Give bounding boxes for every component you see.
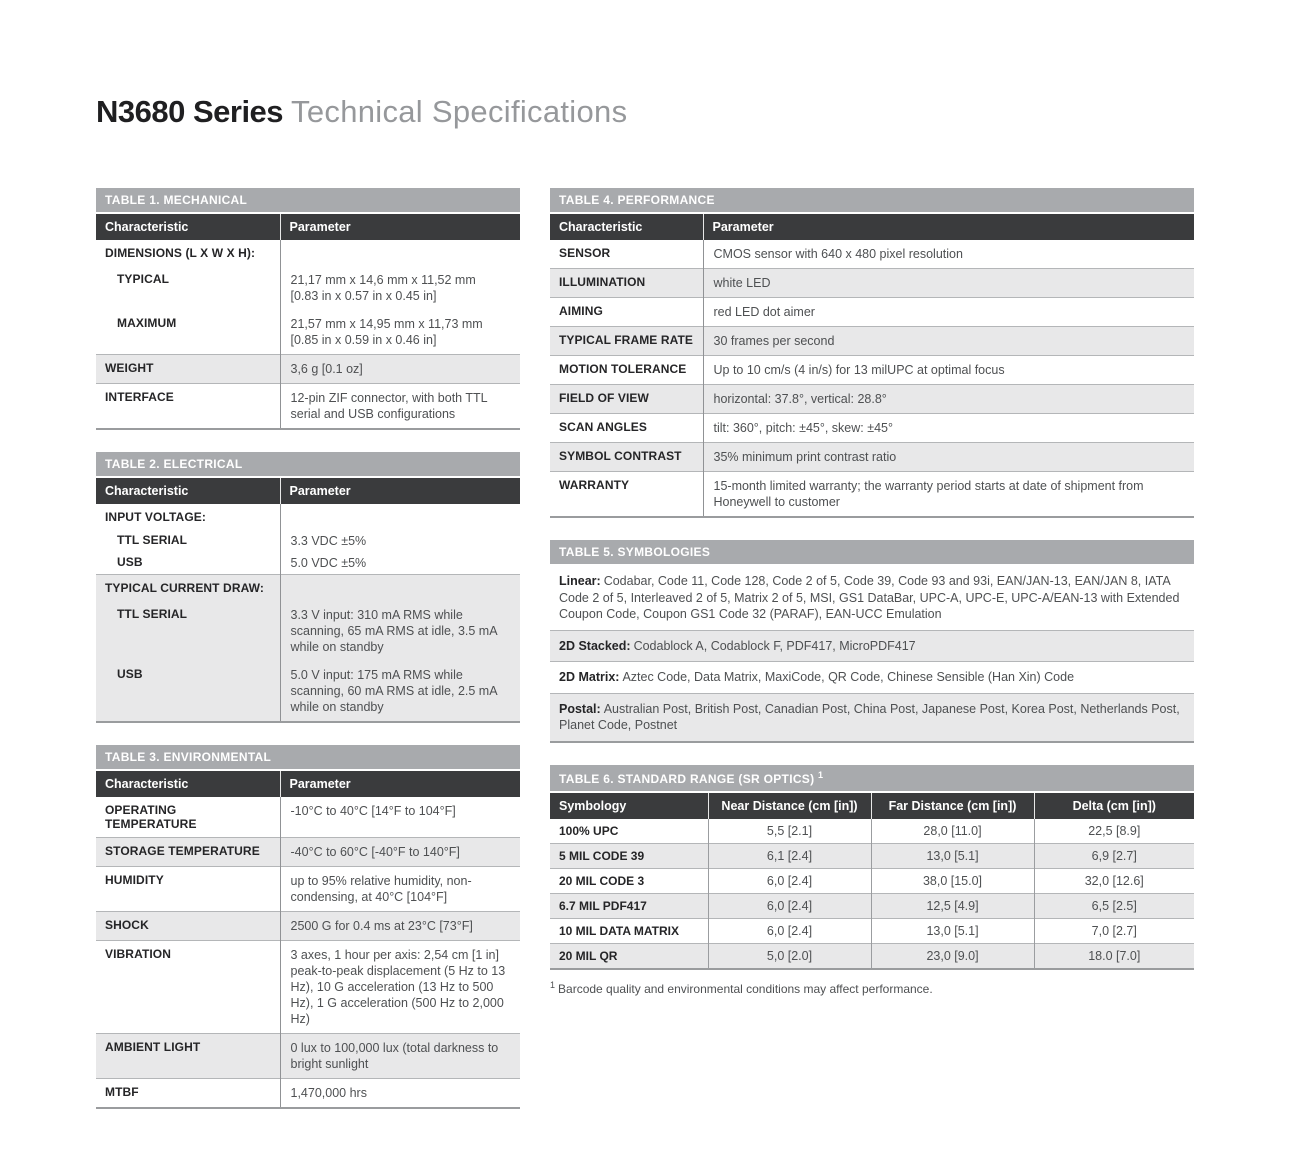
characteristic-cell: MAXIMUM: [96, 310, 280, 355]
table-row: [550, 918, 1194, 943]
table-title-band: [96, 452, 520, 477]
symbology-group-label: Postal:: [559, 701, 601, 716]
symbology-group-cell: 2D Stacked: Codablock A, Codablock F, PDF417, MicroPDF417: [550, 630, 1194, 662]
characteristic-header: Characteristic: [96, 770, 280, 797]
table-4-title: TABLE 4. PERFORMANCE: [550, 188, 1194, 213]
table-row: [550, 443, 1194, 472]
table-row: [550, 356, 1194, 385]
column-header-row: [550, 213, 1194, 240]
table-row: [96, 1079, 520, 1109]
delta-cell: 32,0 [12.6]: [1034, 868, 1194, 893]
table-row: [96, 575, 520, 602]
table-row: [550, 414, 1194, 443]
table-row: [550, 472, 1194, 518]
table-row: [96, 601, 520, 661]
characteristic-cell: AIMING: [550, 298, 703, 327]
parameter-cell: 35% minimum print contrast ratio: [703, 443, 1194, 472]
table-row: [550, 893, 1194, 918]
table-row: [96, 384, 520, 430]
symbology-cell: 20 MIL QR: [550, 943, 708, 969]
symbology-cell: 10 MIL DATA MATRIX: [550, 918, 708, 943]
table-row: [96, 797, 520, 838]
table-row: [96, 530, 520, 552]
parameter-cell: -40°C to 60°C [-40°F to 140°F]: [280, 838, 520, 867]
parameter-cell: up to 95% relative humidity, non-condensing, at 40°C [104°F]: [280, 867, 520, 912]
near-distance-cell: 6,1 [2.4]: [708, 843, 871, 868]
symbology-group-label: 2D Matrix:: [559, 670, 620, 684]
parameter-cell: 0 lux to 100,000 lux (total darkness to bright sunlight: [280, 1034, 520, 1079]
column-header-row: [96, 477, 520, 504]
characteristic-cell: USB: [96, 661, 280, 722]
parameter-cell: red LED dot aimer: [703, 298, 1194, 327]
table-row: [96, 240, 520, 266]
table-6-standard-range: [550, 765, 1194, 970]
symbology-group-cell: 2D Matrix: Aztec Code, Data Matrix, MaxiCode, QR Code, Chinese Sensible (Han Xin) Code: [550, 662, 1194, 694]
table-row: [96, 310, 520, 355]
table-title-band: [96, 188, 520, 213]
parameter-cell: 3,6 g [0.1 oz]: [280, 355, 520, 384]
delta-cell: 22,5 [8.9]: [1034, 819, 1194, 844]
left-column: [96, 188, 520, 1131]
table-row: [550, 693, 1194, 742]
table-row: [550, 269, 1194, 298]
characteristic-cell: ILLUMINATION: [550, 269, 703, 298]
parameter-cell: 15-month limited warranty; the warranty period starts at date of shipment from Honeywell to customer: [703, 472, 1194, 518]
parameter-cell: CMOS sensor with 640 x 480 pixel resolution: [703, 240, 1194, 269]
parameter-cell: [280, 240, 520, 266]
table-row: [96, 552, 520, 575]
table-row: [96, 1034, 520, 1079]
parameter-header: Parameter: [280, 477, 520, 504]
parameter-cell: [280, 575, 520, 602]
table-row: [550, 327, 1194, 356]
table-5-symbologies: [550, 540, 1194, 743]
parameter-cell: [280, 504, 520, 530]
characteristic-cell: TYPICAL CURRENT DRAW:: [96, 575, 280, 602]
table-row: [96, 266, 520, 310]
near-distance-cell: 5,0 [2.0]: [708, 943, 871, 969]
footnote: $^1$ Barcode quality and environmental conditions may affect performance.: [550, 979, 933, 996]
parameter-cell: 21,57 mm x 14,95 mm x 11,73 mm [0.85 in x 0.59 in x 0.46 in]: [280, 310, 520, 355]
parameter-cell: 3.3 V input: 310 mA RMS while scanning, 65 mA RMS at idle, 3.5 mA while on standby: [280, 601, 520, 661]
table-title-band: [550, 540, 1194, 565]
parameter-cell: 2500 G for 0.4 ms at 23°C [73°F]: [280, 912, 520, 941]
table-row: [550, 819, 1194, 844]
characteristic-cell: TYPICAL: [96, 266, 280, 310]
characteristic-cell: AMBIENT LIGHT: [96, 1034, 280, 1079]
symbology-group-label: 2D Stacked:: [559, 638, 631, 653]
near-distance-cell: 6,0 [2.4]: [708, 868, 871, 893]
table-row: [550, 868, 1194, 893]
characteristic-cell: FIELD OF VIEW: [550, 385, 703, 414]
page-title-suffix: Technical Specifications: [291, 94, 628, 129]
near-distance-header: Near Distance (cm [in]): [708, 792, 871, 819]
characteristic-cell: SHOCK: [96, 912, 280, 941]
column-header-row: [550, 792, 1194, 819]
table-1-mechanical: [96, 188, 520, 430]
symbology-group-cell: Postal: Australian Post, British Post, Canadian Post, China Post, Japanese Post, Korea Post, Netherlands Post, Planet Code, Postnet: [550, 693, 1194, 742]
characteristic-cell: HUMIDITY: [96, 867, 280, 912]
delta-cell: 6,5 [2.5]: [1034, 893, 1194, 918]
table-row: [96, 912, 520, 941]
table-row: [96, 355, 520, 384]
characteristic-cell: DIMENSIONS (L X W X H):: [96, 240, 280, 266]
symbology-header: Symbology: [550, 792, 708, 819]
far-distance-header: Far Distance (cm [in]): [871, 792, 1034, 819]
far-distance-cell: 13,0 [5.1]: [871, 843, 1034, 868]
parameter-cell: 21,17 mm x 14,6 mm x 11,52 mm [0.83 in x 0.57 in x 0.45 in]: [280, 266, 520, 310]
parameter-cell: 30 frames per second: [703, 327, 1194, 356]
characteristic-cell: WARRANTY: [550, 472, 703, 518]
parameter-cell: 3.3 VDC ±5%: [280, 530, 520, 552]
table-2-electrical: [96, 452, 520, 723]
characteristic-cell: SENSOR: [550, 240, 703, 269]
parameter-cell: 5.0 VDC ±5%: [280, 552, 520, 575]
symbology-cell: 6.7 MIL PDF417: [550, 893, 708, 918]
delta-header: Delta (cm [in]): [1034, 792, 1194, 819]
parameter-cell: tilt: 360°, pitch: ±45°, skew: ±45°: [703, 414, 1194, 443]
product-name: N3680 Series: [96, 94, 284, 129]
table-1-title: TABLE 1. MECHANICAL: [96, 188, 520, 213]
parameter-cell: 12-pin ZIF connector, with both TTL serial and USB configurations: [280, 384, 520, 430]
symbology-cell: 100% UPC: [550, 819, 708, 844]
table-row: [550, 630, 1194, 662]
symbology-cell: 20 MIL CODE 3: [550, 868, 708, 893]
far-distance-cell: 23,0 [9.0]: [871, 943, 1034, 969]
parameter-cell: -10°C to 40°C [14°F to 104°F]: [280, 797, 520, 838]
table-row: [550, 843, 1194, 868]
right-column: [550, 188, 1194, 996]
characteristic-header: Characteristic: [96, 213, 280, 240]
parameter-cell: 3 axes, 1 hour per axis: 2,54 cm [1 in] peak-to-peak displacement (5 Hz to 13 Hz), 10 G acceleration (13 Hz to 500 Hz), 1 G acceleration (500 Hz to 2,000 Hz): [280, 941, 520, 1034]
table-row: [96, 941, 520, 1034]
characteristic-cell: INPUT VOLTAGE:: [96, 504, 280, 530]
table-row: [550, 662, 1194, 694]
table-5-title: TABLE 5. SYMBOLOGIES: [550, 540, 1194, 565]
parameter-cell: horizontal: 37.8°, vertical: 28.8°: [703, 385, 1194, 414]
delta-cell: 6,9 [2.7]: [1034, 843, 1194, 868]
table-row: [96, 867, 520, 912]
parameter-cell: 1,470,000 hrs: [280, 1079, 520, 1109]
characteristic-cell: TYPICAL FRAME RATE: [550, 327, 703, 356]
column-header-row: [96, 770, 520, 797]
table-title-band: [550, 765, 1194, 792]
table-3-environmental: [96, 745, 520, 1109]
table-row: [550, 943, 1194, 969]
table-4-performance: [550, 188, 1194, 518]
footnote-marker: 1: [818, 769, 824, 780]
table-row: [96, 504, 520, 530]
far-distance-cell: 38,0 [15.0]: [871, 868, 1034, 893]
characteristic-cell: MOTION TOLERANCE: [550, 356, 703, 385]
characteristic-cell: MTBF: [96, 1079, 280, 1109]
characteristic-cell: VIBRATION: [96, 941, 280, 1034]
footnote-marker: 1: [550, 979, 556, 990]
column-header-row: [96, 213, 520, 240]
symbology-cell: 5 MIL CODE 39: [550, 843, 708, 868]
near-distance-cell: 6,0 [2.4]: [708, 918, 871, 943]
characteristic-header: Characteristic: [96, 477, 280, 504]
table-row: [550, 298, 1194, 327]
characteristic-cell: TTL SERIAL: [96, 601, 280, 661]
near-distance-cell: 5,5 [2.1]: [708, 819, 871, 844]
parameter-cell: 5.0 V input: 175 mA RMS while scanning, 60 mA RMS at idle, 2.5 mA while on standby: [280, 661, 520, 722]
table-row: [96, 661, 520, 722]
characteristic-cell: SYMBOL CONTRAST: [550, 443, 703, 472]
parameter-header: Parameter: [280, 213, 520, 240]
parameter-cell: Up to 10 cm/s (4 in/s) for 13 milUPC at optimal focus: [703, 356, 1194, 385]
parameter-header: Parameter: [703, 213, 1194, 240]
delta-cell: 7,0 [2.7]: [1034, 918, 1194, 943]
characteristic-cell: INTERFACE: [96, 384, 280, 430]
table-3-title: TABLE 3. ENVIRONMENTAL: [96, 745, 520, 770]
symbology-group-cell: Linear: Codabar, Code 11, Code 128, Code 2 of 5, Code 39, Code 93 and 93i, EAN/JAN-13, EAN/JAN 8, IATA Code 2 of 5, Interleaved 2 of 5, Matrix 2 of 5, MSI, GS1 DataBar, UPC-A, UPC-E, UPC-A/EAN-13 with Extended Coupon Code, Coupon GS1 Code 32 (PARAF), EAN-UCC Emulation: [550, 565, 1194, 630]
table-row: [96, 838, 520, 867]
far-distance-cell: 28,0 [11.0]: [871, 819, 1034, 844]
characteristic-cell: TTL SERIAL: [96, 530, 280, 552]
parameter-cell: white LED: [703, 269, 1194, 298]
table-6-title: TABLE 6. STANDARD RANGE (SR OPTICS) $^1$: [550, 765, 1194, 792]
characteristic-cell: SCAN ANGLES: [550, 414, 703, 443]
table-title-band: [96, 745, 520, 770]
characteristic-header: Characteristic: [550, 213, 703, 240]
characteristic-cell: OPERATING TEMPERATURE: [96, 797, 280, 838]
table-2-title: TABLE 2. ELECTRICAL: [96, 452, 520, 477]
near-distance-cell: 6,0 [2.4]: [708, 893, 871, 918]
far-distance-cell: 12,5 [4.9]: [871, 893, 1034, 918]
delta-cell: 18.0 [7.0]: [1034, 943, 1194, 969]
table-row: [550, 240, 1194, 269]
far-distance-cell: 13,0 [5.1]: [871, 918, 1034, 943]
table-row: [550, 565, 1194, 630]
page-title: [96, 94, 627, 130]
characteristic-cell: USB: [96, 552, 280, 575]
characteristic-cell: STORAGE TEMPERATURE: [96, 838, 280, 867]
parameter-header: Parameter: [280, 770, 520, 797]
characteristic-cell: WEIGHT: [96, 355, 280, 384]
table-title-band: [550, 188, 1194, 213]
symbology-group-label: Linear:: [559, 574, 601, 588]
table-row: [550, 385, 1194, 414]
